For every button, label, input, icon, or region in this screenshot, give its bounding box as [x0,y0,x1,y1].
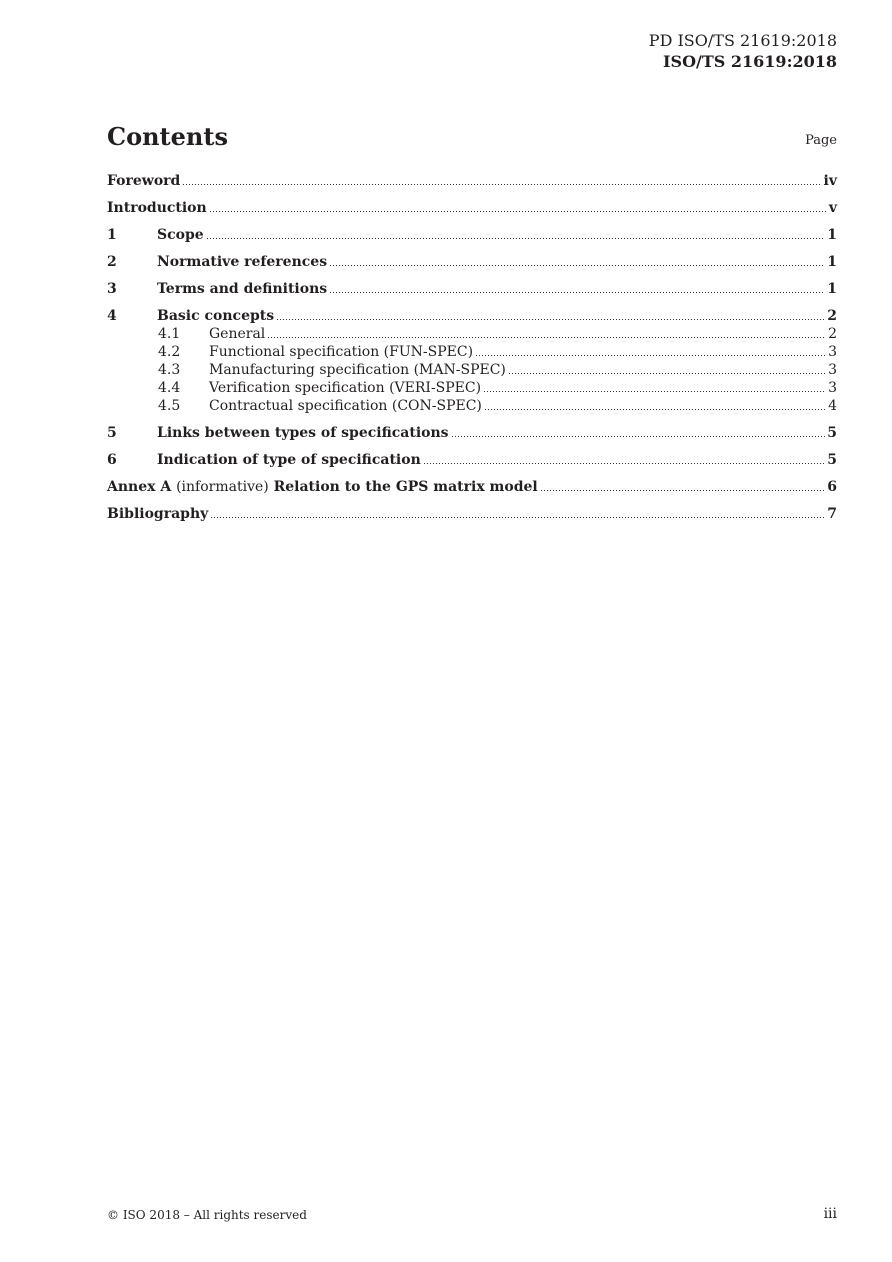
document-header [649,30,837,72]
toc-entry-bibliography[interactable] [107,505,837,523]
dot-leader [182,184,821,185]
toc-entry-title: Foreword [107,173,181,189]
toc-entry-number: 4 [107,308,117,324]
dot-leader [484,409,826,410]
toc-entry-indication-of-type[interactable] [107,451,837,469]
dot-leader [423,463,826,464]
toc-entry-number: 1 [107,227,117,243]
dot-leader [209,211,827,212]
toc-entry-number: 3 [107,281,117,297]
dot-leader [329,265,825,266]
toc-entry-terms-and-definitions[interactable] [107,280,837,298]
toc-entry-number: 4.1 [158,326,181,342]
toc-entry-page: 1 [827,227,837,243]
toc-entry-annex-a[interactable] [107,478,837,496]
toc-entry-number: 4.4 [158,380,181,396]
toc-entry-page: 1 [827,281,837,297]
toc-entry-title: Contractual specification (CON-SPEC) [209,398,482,414]
toc-entry-page: 3 [828,344,837,360]
toc-entry-number: 4.5 [158,398,181,414]
toc-entry-page: 5 [827,425,837,441]
dot-leader [483,391,826,392]
toc-entry-number: 2 [107,254,117,270]
toc-entry-title: General [209,326,266,342]
dot-leader [508,373,826,374]
toc-entry-page: 5 [827,452,837,468]
toc-entry-page: 1 [827,254,837,270]
toc-subentry-functional-specification[interactable] [107,343,837,361]
toc-entry-number: 5 [107,425,117,441]
toc-entry-normative-references[interactable] [107,253,837,271]
toc-entry-title: Functional specification (FUN-SPEC) [209,344,474,360]
toc-entry-title: Verification specification (VERI-SPEC) [209,380,482,396]
toc-entry-page: v [828,200,837,216]
toc-entry-page: 4 [828,398,837,414]
toc-entry-number: 4.2 [158,344,181,360]
toc-entry-title: Bibliography [107,506,209,522]
annex-informative-label: (informative) [176,479,269,495]
toc-entry-title: Links between types of specifications [157,425,449,441]
toc-entry-page: 7 [827,506,837,522]
toc-entry-title: Manufacturing specification (MAN-SPEC) [209,362,506,378]
toc-entry-page: 6 [827,479,837,495]
annex-label: Annex A [107,479,172,495]
annex-title: Relation to the GPS matrix model [273,479,538,495]
toc-entry-page: 2 [827,308,837,324]
toc-entry-page: iv [823,173,837,189]
dot-leader [329,292,825,293]
toc-subentry-contractual-specification[interactable] [107,397,837,415]
toc-entry-title: Introduction [107,200,207,216]
toc-entry-title [107,478,538,496]
toc-subentry-verification-specification[interactable] [107,379,837,397]
toc-entry-foreword[interactable] [107,172,837,190]
header-iso-designation: ISO/TS 21619:2018 [663,52,837,71]
toc-entry-title: Scope [157,227,204,243]
header-pd-designation: PD ISO/TS 21619:2018 [648,31,837,50]
toc-entry-title: Basic concepts [157,308,275,324]
dot-leader [276,319,825,320]
toc-entry-introduction[interactable] [107,199,837,217]
copyright-notice: © ISO 2018 – All rights reserved [107,1208,307,1222]
toc-entry-page: 2 [828,326,837,342]
dot-leader [540,490,826,491]
dot-leader [475,355,826,356]
toc-entry-title: Terms and definitions [157,281,328,297]
page-number: iii [823,1206,837,1222]
toc-entry-basic-concepts[interactable] [107,307,837,325]
toc-entry-page: 3 [828,380,837,396]
toc-subentry-manufacturing-specification[interactable] [107,361,837,379]
toc-entry-number: 6 [107,452,117,468]
toc-entry-scope[interactable] [107,226,837,244]
toc-entry-title: Indication of type of specification [157,452,421,468]
dot-leader [206,238,826,239]
toc-entry-title: Normative references [157,254,328,270]
toc-subentry-general[interactable] [107,325,837,343]
page-title: Contents [107,122,228,151]
dot-leader [267,337,826,338]
toc-entry-links-between-types[interactable] [107,424,837,442]
table-of-contents [107,172,837,523]
page-column-label: Page [805,133,837,148]
toc-entry-page: 3 [828,362,837,378]
dot-leader [210,517,825,518]
toc-entry-number: 4.3 [158,362,181,378]
dot-leader [451,436,826,437]
